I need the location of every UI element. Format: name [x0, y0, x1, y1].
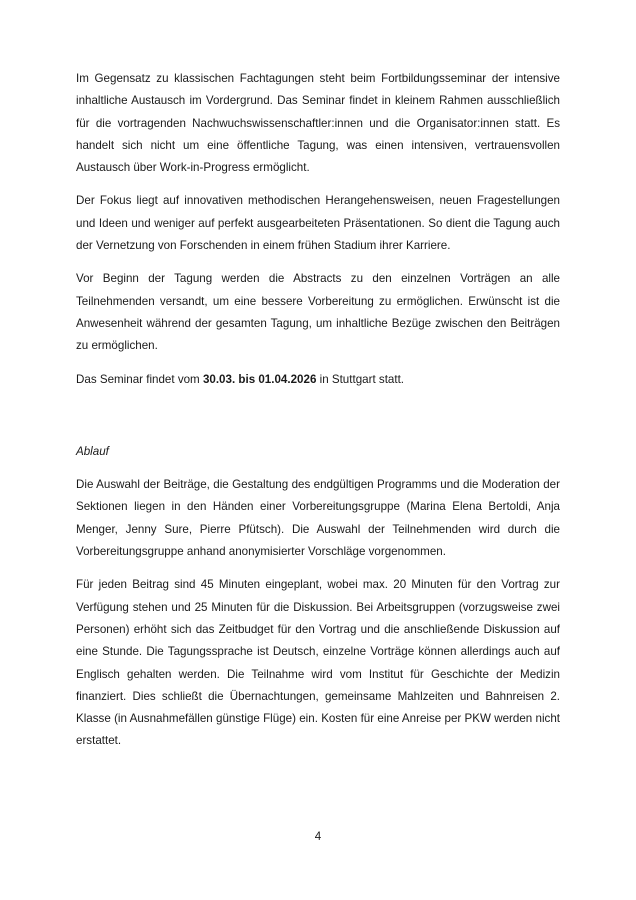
abstracts-paragraph: Vor Beginn der Tagung werden die Abstracts zu den einzelnen Vorträgen an alle Teilnehmenden versandt, um eine bessere Vorbereitung zu ermöglichen. Erwünscht ist die Anwesenheit während der gesamten Tagung, um inhaltliche Bezüge zwischen den Beiträgen zu ermöglichen. [76, 272, 560, 353]
selection-paragraph: Die Auswahl der Beiträge, die Gestaltung des endgültigen Programms und die Moderation der Sektionen liegen in den Händen einer Vorbereitungsgruppe (Marina Elena Bertoldi, Anja Menger, Jenny Sure, Pierre Pfütsch). Die Auswahl der Teilnehmenden wird durch die Vorbereitungsgruppe anhand anonymisierter Vorschläge vorgenommen. [76, 478, 560, 559]
document-page [76, 68, 560, 764]
focus-paragraph: Der Fokus liegt auf innovativen methodischen Herangehensweisen, neuen Fragestellungen und Ideen und weniger auf perfekt ausgearbeiteten Präsentationen. So dient die Tagung auch der Vernetzung von Forschenden in einem frühen Stadium ihrer Karriere. [76, 194, 560, 253]
page-number: 4 [314, 830, 322, 843]
section-heading-ablauf: Ablauf [76, 444, 109, 458]
date-prefix: Das Seminar findet vom [76, 372, 203, 386]
intro-paragraph: Im Gegensatz zu klassischen Fachtagungen steht beim Fortbildungsseminar der intensive inhaltliche Austausch im Vordergrund. Das Seminar findet in kleinem Rahmen ausschließlich für die vortragenden Nachwuchswissenschaftler:innen und die Organisator:innen statt. Es handelt sich nicht um eine öffentliche Tagung, was einen intensiven, vertrauensvollen Austausch über Work-in-Progress ermöglicht. [76, 72, 560, 175]
schedule-paragraph: Für jeden Beitrag sind 45 Minuten eingeplant, wobei max. 20 Minuten für den Vortrag zur Verfügung stehen und 25 Minuten für die Diskussion. Bei Arbeitsgruppen (vorzugsweise zwei Personen) erhöht sich das Zeitbudget für den Vortrag und die anschließende Diskussion auf eine Stunde. Die Tagungssprache ist Deutsch, einzelne Vorträge können allerdings auch auf Englisch gehalten werden. Die Teilnahme wird vom Institut für Geschichte der Medizin finanziert. Dies schließt die Übernachtungen, gemeinsame Mahlzeiten und Bahnreisen 2. Klasse (in Ausnahmefällen günstige Flüge) ein. Kosten für eine Anreise per PKW werden nicht erstattet. [76, 578, 560, 748]
seminar-dates: 30.03. bis 01.04.2026 [202, 372, 317, 386]
date-suffix: in Stuttgart statt. [316, 372, 405, 386]
date-paragraph [76, 369, 560, 391]
